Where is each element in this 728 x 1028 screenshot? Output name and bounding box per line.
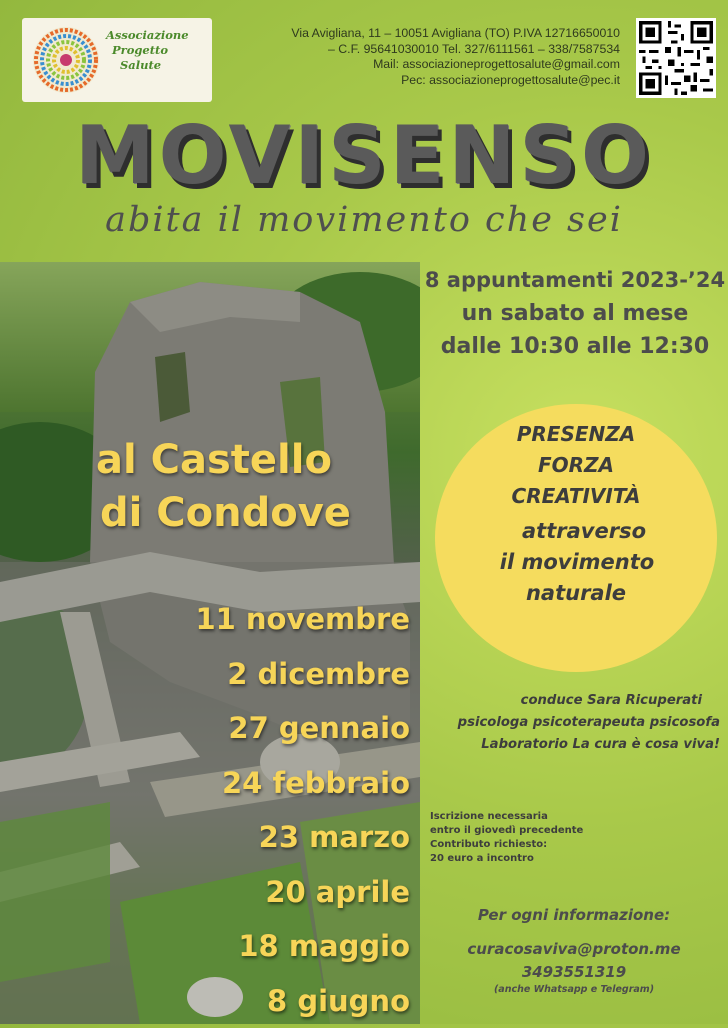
date-item: 23 marzo [120, 810, 410, 865]
contact-phone: – C.F. 95641030010 Tel. 327/6111561 – 338/7587534 [216, 42, 620, 58]
date-item: 20 aprile [120, 865, 410, 920]
contact-pec[interactable]: Pec: associazioneprogettosalute@pec.it [216, 73, 620, 89]
contact-address: Via Avigliana, 11 – 10051 Avigliana (TO) P.IVA 12716650010 [216, 26, 620, 42]
registration-line: Contributo richiesto: [430, 838, 630, 852]
info-email[interactable]: curacosaviva@proton.me [424, 937, 724, 961]
schedule-block [422, 264, 728, 363]
date-item: 2 dicembre [120, 647, 410, 702]
circle-keyword: PRESENZA [435, 419, 717, 450]
logo-text [106, 28, 210, 73]
leader-block [424, 690, 720, 756]
circle-line: naturale [435, 578, 717, 609]
info-phone[interactable]: 3493551319 [424, 961, 724, 983]
date-item: 24 febbraio [120, 756, 410, 811]
registration-line: entro il giovedì precedente [430, 824, 630, 838]
circle-line: attraverso [435, 516, 717, 547]
circle-keyword: FORZA [435, 450, 717, 481]
registration-line: 20 euro a incontro [430, 852, 630, 866]
info-heading: Per ogni informazione: [424, 903, 724, 927]
date-item: 11 novembre [120, 592, 410, 647]
logo-line: Salute [106, 58, 210, 73]
logo-line: Associazione [106, 28, 210, 43]
venue-line: di Condove [96, 487, 406, 540]
leader-line: conduce Sara Ricuperati [424, 690, 720, 712]
dates-list [120, 592, 410, 1028]
poster-title: MOVISENSO [0, 108, 728, 204]
highlight-circle-text [435, 419, 717, 609]
venue-block [96, 434, 406, 540]
schedule-line: dalle 10:30 alle 12:30 [422, 330, 728, 363]
date-item: 27 gennaio [120, 701, 410, 756]
info-block [424, 903, 724, 997]
leader-line: psicologa psicoterapeuta psicosofa [424, 712, 720, 734]
schedule-line: un sabato al mese [422, 297, 728, 330]
association-logo [22, 18, 212, 102]
poster-subtitle: abita il movimento che sei [0, 200, 728, 240]
leader-line: Laboratorio La cura è cosa viva! [424, 734, 720, 756]
spiral-logo-icon [30, 24, 102, 96]
date-item: 18 maggio [120, 919, 410, 974]
date-item: 8 giugno [120, 974, 410, 1028]
info-note: (anche Whatsapp e Telegram) [424, 983, 724, 997]
venue-line: al Castello [96, 434, 406, 487]
qr-code-icon[interactable] [636, 18, 716, 98]
logo-line: Progetto [106, 43, 210, 58]
circle-keyword: CREATIVITÀ [435, 481, 717, 512]
schedule-line: 8 appuntamenti 2023-’24 [422, 264, 728, 297]
registration-block [430, 810, 630, 866]
contact-block [216, 26, 620, 88]
registration-line: Iscrizione necessaria [430, 810, 630, 824]
contact-mail[interactable]: Mail: associazioneprogettosalute@gmail.com [216, 57, 620, 73]
circle-line: il movimento [435, 547, 717, 578]
